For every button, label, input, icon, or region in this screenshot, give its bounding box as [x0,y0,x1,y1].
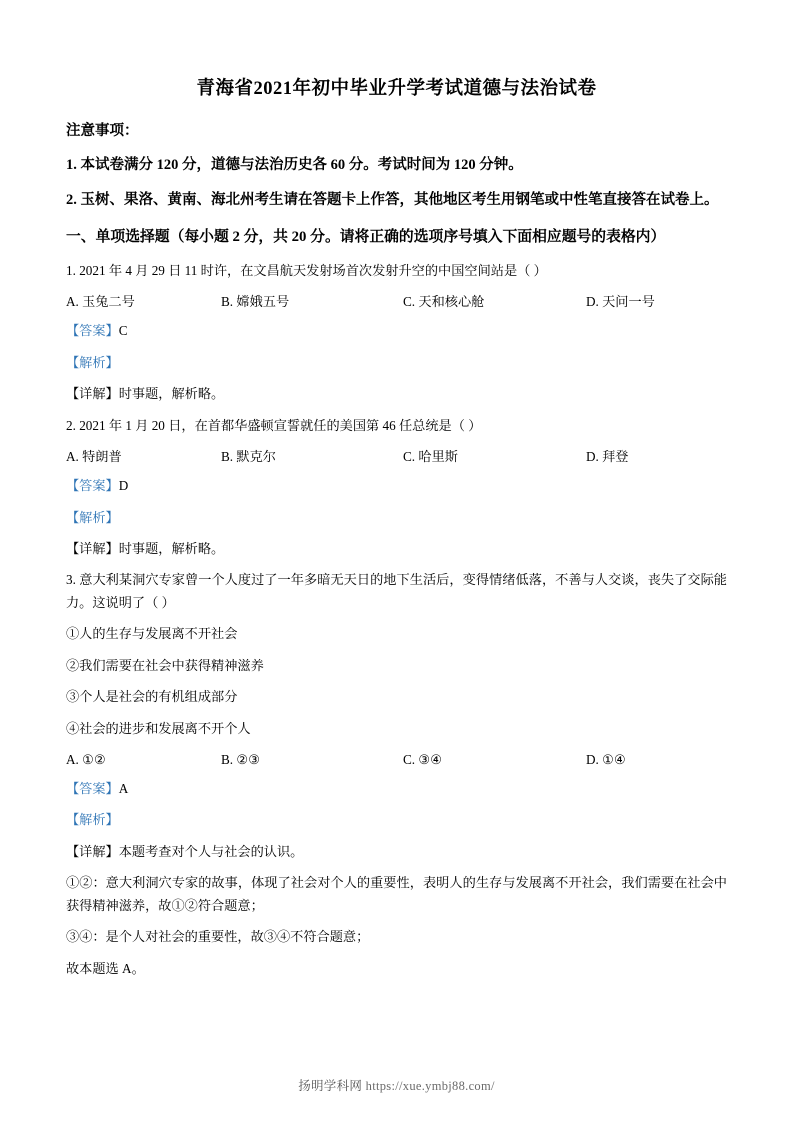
question-stem: 1. 2021 年 4 月 29 日 11 时许，在文昌航天发射场首次发射升空的中国空间站是（ ） [66,262,547,278]
answer-tag: 【答案】 [66,323,119,339]
detail-text: 【详解】时事题，解析略。 [66,386,225,402]
answer-line [66,320,727,342]
option-d[interactable]: D. ①④ [586,752,626,767]
option-b[interactable]: B. ②③ [221,752,261,767]
option-b[interactable]: B. 默克尔 [221,449,276,465]
analysis-tag: 【解析】 [66,354,119,370]
detail-text: 【详解】时事题，解析略。 [66,540,225,556]
answer-line [66,475,727,497]
statement-1: ①人的生存与发展离不开社会 [66,626,238,642]
option-c[interactable]: C. 天和核心舱 [403,294,485,310]
detail-text-2: ①②：意大利洞穴专家的故事，体现了社会对个人的重要性，表明人的生存与发展离不开社会，我们需要在社会中获得精神滋养，故①②符合题意； [66,875,727,913]
analysis-line [66,507,727,529]
answer-tag: 【答案】 [66,478,119,494]
answer-value: D [118,478,129,494]
answer-value: C [118,323,128,339]
analysis-line [66,352,727,374]
answer-tag: 【答案】 [66,781,119,796]
notice-item-2: 2. 玉树、果洛、黄南、海北州考生请在答题卡上作答，其他地区考生用钢笔或中性笔直接答在试卷上。 [66,191,719,208]
detail-text-4: 故本题选 A。 [66,960,145,976]
watermark-url: https://xue.ymbj88.com/ [365,1079,495,1093]
detail-text-3: ③④：是个人对社会的重要性，故③④不符合题意； [66,929,370,945]
option-c[interactable]: C. ③④ [403,752,443,767]
option-a[interactable]: A. ①② [66,752,106,767]
answer-value: A [118,781,129,796]
analysis-tag: 【解析】 [66,509,119,525]
notice-block [66,120,727,212]
option-a[interactable]: A. 玉兔二号 [66,294,135,310]
option-a[interactable]: A. 特朗普 [66,449,122,465]
watermark-name: 扬明学科网 [298,1079,363,1093]
analysis-line [66,809,727,831]
statement-3: ③个人是社会的有机组成部分 [66,689,238,705]
page-title: 青海省2021年初中毕业升学考试道德与法治试卷 [196,79,597,99]
question-stem: 2. 2021 年 1 月 20 日，在首都华盛顿宣誓就任的美国第 46 任总统是（ ） [66,417,482,433]
answer-line [66,778,727,800]
question-options [66,446,727,466]
question-2 [66,415,727,561]
question-stem: 3. 意大利某洞穴专家曾一个人度过了一年多暗无天日的地下生活后，变得情绪低落，不善与人交谈，丧失了交际能力。这说明了（ ） [66,572,727,610]
analysis-tag: 【解析】 [66,812,119,828]
question-options [66,291,727,311]
detail-text-1: 【详解】本题考查对个人与社会的认识。 [66,843,304,859]
option-b[interactable]: B. 嫦娥五号 [221,294,290,310]
question-3 [66,569,727,980]
option-d[interactable]: D. 天问一号 [586,294,655,310]
notice-heading: 注意事项： [66,122,139,139]
notice-item-1: 1. 本试卷满分 120 分，道德与法治历史各 60 分。考试时间为 120 分钟。 [66,157,523,174]
question-1 [66,260,727,406]
statement-4: ④社会的进步和发展离不开个人 [66,720,251,736]
question-options [66,749,727,769]
option-d[interactable]: D. 拜登 [586,449,629,465]
footer-watermark [0,1076,793,1094]
option-c[interactable]: C. 哈里斯 [403,449,458,465]
statement-2: ②我们需要在社会中获得精神滋养 [66,657,264,673]
section-title: 一、单项选择题（每小题 2 分，共 20 分。请将正确的选项序号填入下面相应题号的表格内） [66,229,666,246]
